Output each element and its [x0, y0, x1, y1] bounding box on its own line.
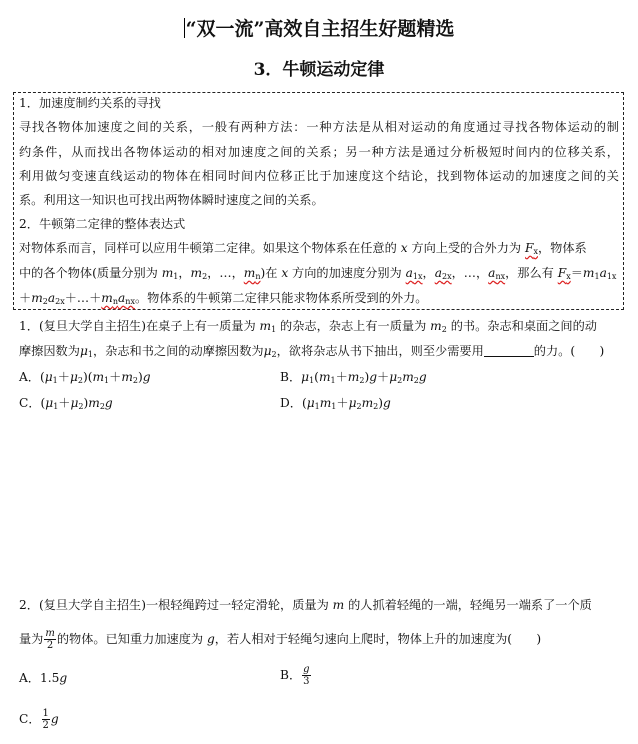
q1-option-d: D．$(\mu_1m_1+\mu_2m_2)g$ [280, 396, 391, 411]
q2-option-a: A．1.5g [19, 671, 68, 685]
fraction-g-over-3: $\frac{g}{3}$ [303, 664, 310, 687]
box-heading-1: 1．加速度制约关系的寻找 [19, 96, 161, 110]
box-para1-line2: 约条件，从而找出各物体运动的相对加速度之间的关系；另一种方法是通过分析极短时间内的位移关系， [19, 145, 619, 159]
box-para1-line1: 寻找各物体加速度之间的关系，一般有两种方法：一种方法是从相对运动的角度通过寻找各物体运动的制 [19, 120, 619, 134]
box-para1-line4: 系。利用这一知识也可找出两物体瞬时速度之间的关系。 [19, 193, 324, 207]
q2-option-c: C． $\frac{1}{2}$ g [19, 708, 59, 731]
q1-stem-line1: 1．(复旦大学自主招生)在桌子上有一质量为 $m_1$ 的杂志，杂志上有一质量为 $m_2$ 的书。杂志和桌面之间的动 [19, 319, 597, 334]
q1-stem-line2: 摩擦因数为$\mu_1$，杂志和书之间的动摩擦因数为$\mu_2$，欲将杂志从书下抽出，则至少需要用 的力。( ) [19, 344, 605, 359]
q2-option-b: B． $\frac{g}{3}$ [280, 664, 310, 687]
box-para1-line3: 利用做匀变速直线运动的物体在相同时间内位移正比于加速度这个结论，找到物体运动的加速度之间的关 [19, 169, 619, 183]
document-title: “双一流”高效自主招生好题精选 [185, 18, 455, 40]
box-para2-line1: 对物体系而言，同样可以应用牛顿第二定律。如果这个物体系在任意的 x 方向上受的合外力为 $F_x$，物体系 [19, 241, 587, 256]
section-title: 3．牛顿运动定律 [253, 60, 385, 80]
box-heading-2: 2．牛顿第二定律的整体表达式 [19, 217, 186, 231]
q1-option-a: A．$(\mu_1+\mu_2)(m_1+m_2)g$ [19, 370, 151, 385]
q1-option-c: C．$(\mu_1+\mu_2)m_2g$ [19, 396, 113, 411]
q2-stem-line2: 量为 $\frac{m}{2}$ 的物体。已知重力加速度为 g，若人相对于轻绳匀速向上爬时，物体上升的加速度为( ) [19, 628, 542, 651]
q2-stem-line1: 2．(复旦大学自主招生)一根轻绳跨过一轻定滑轮，质量为 m 的人抓着轻绳的一端，轻绳另一端系了一个质 [19, 598, 592, 612]
box-para2-line2: 中的各个物体(质量分别为 $m_1$，$m_2$，…，$m_n$)在 x 方向的加速度分别为 $a_{1x}$，$a_{2x}$，…，$a_{nx}$，那么有 $F_x=m_1a_{1x}$ [19, 266, 617, 281]
q1-option-b: B．$\mu_1(m_1+m_2)g+\mu_2m_2g$ [280, 370, 427, 385]
fraction-1-over-2: $\frac{1}{2}$ [42, 708, 49, 731]
text-cursor [184, 18, 185, 38]
answer-blank [484, 344, 534, 357]
box-para2-line3: $+m_2a_{2x}+\dots+m_na_{nx}$。物体系的牛顿第二定律只能求物体系所受到的外力。 [19, 291, 428, 306]
fraction-m-over-2: $\frac{m}{2}$ [45, 628, 55, 651]
